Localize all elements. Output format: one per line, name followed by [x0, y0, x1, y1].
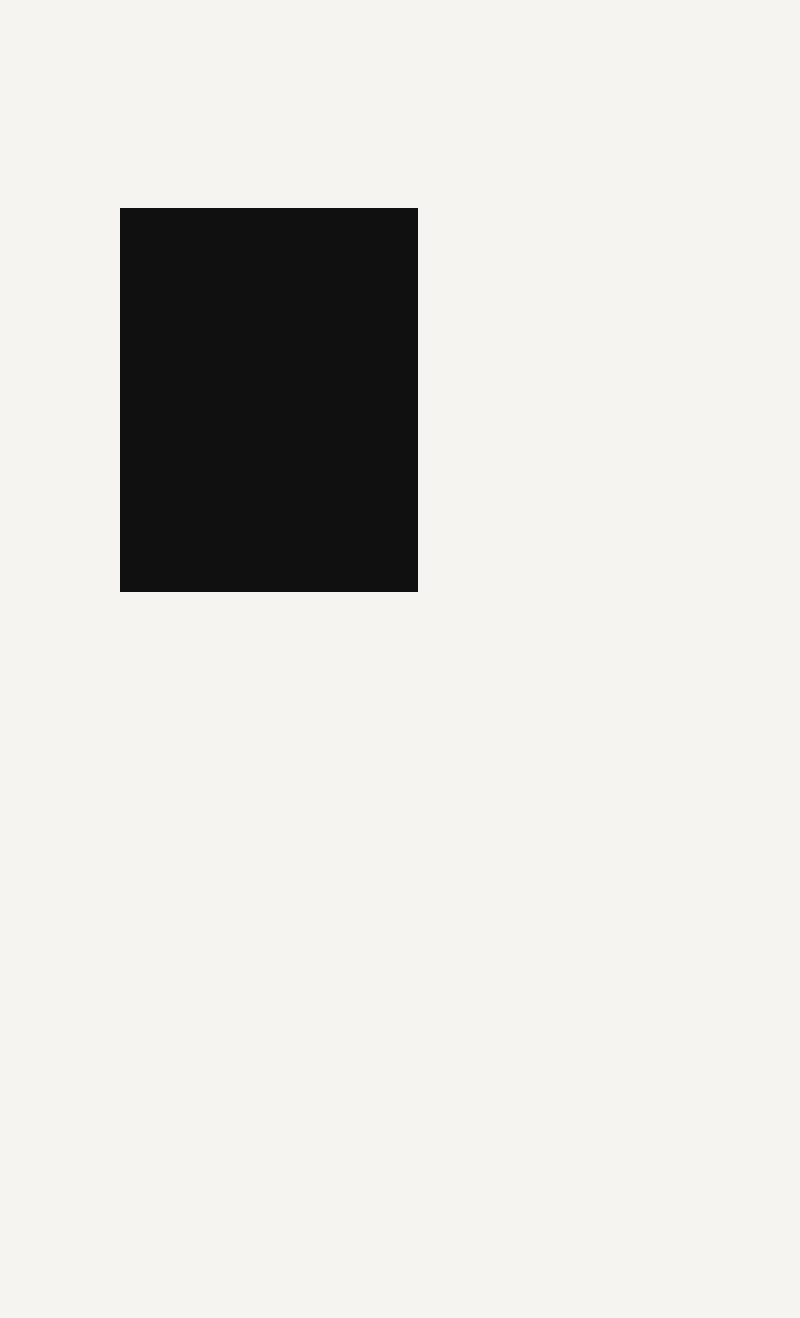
figure-12 [120, 208, 418, 592]
crescograph-record [120, 208, 418, 592]
